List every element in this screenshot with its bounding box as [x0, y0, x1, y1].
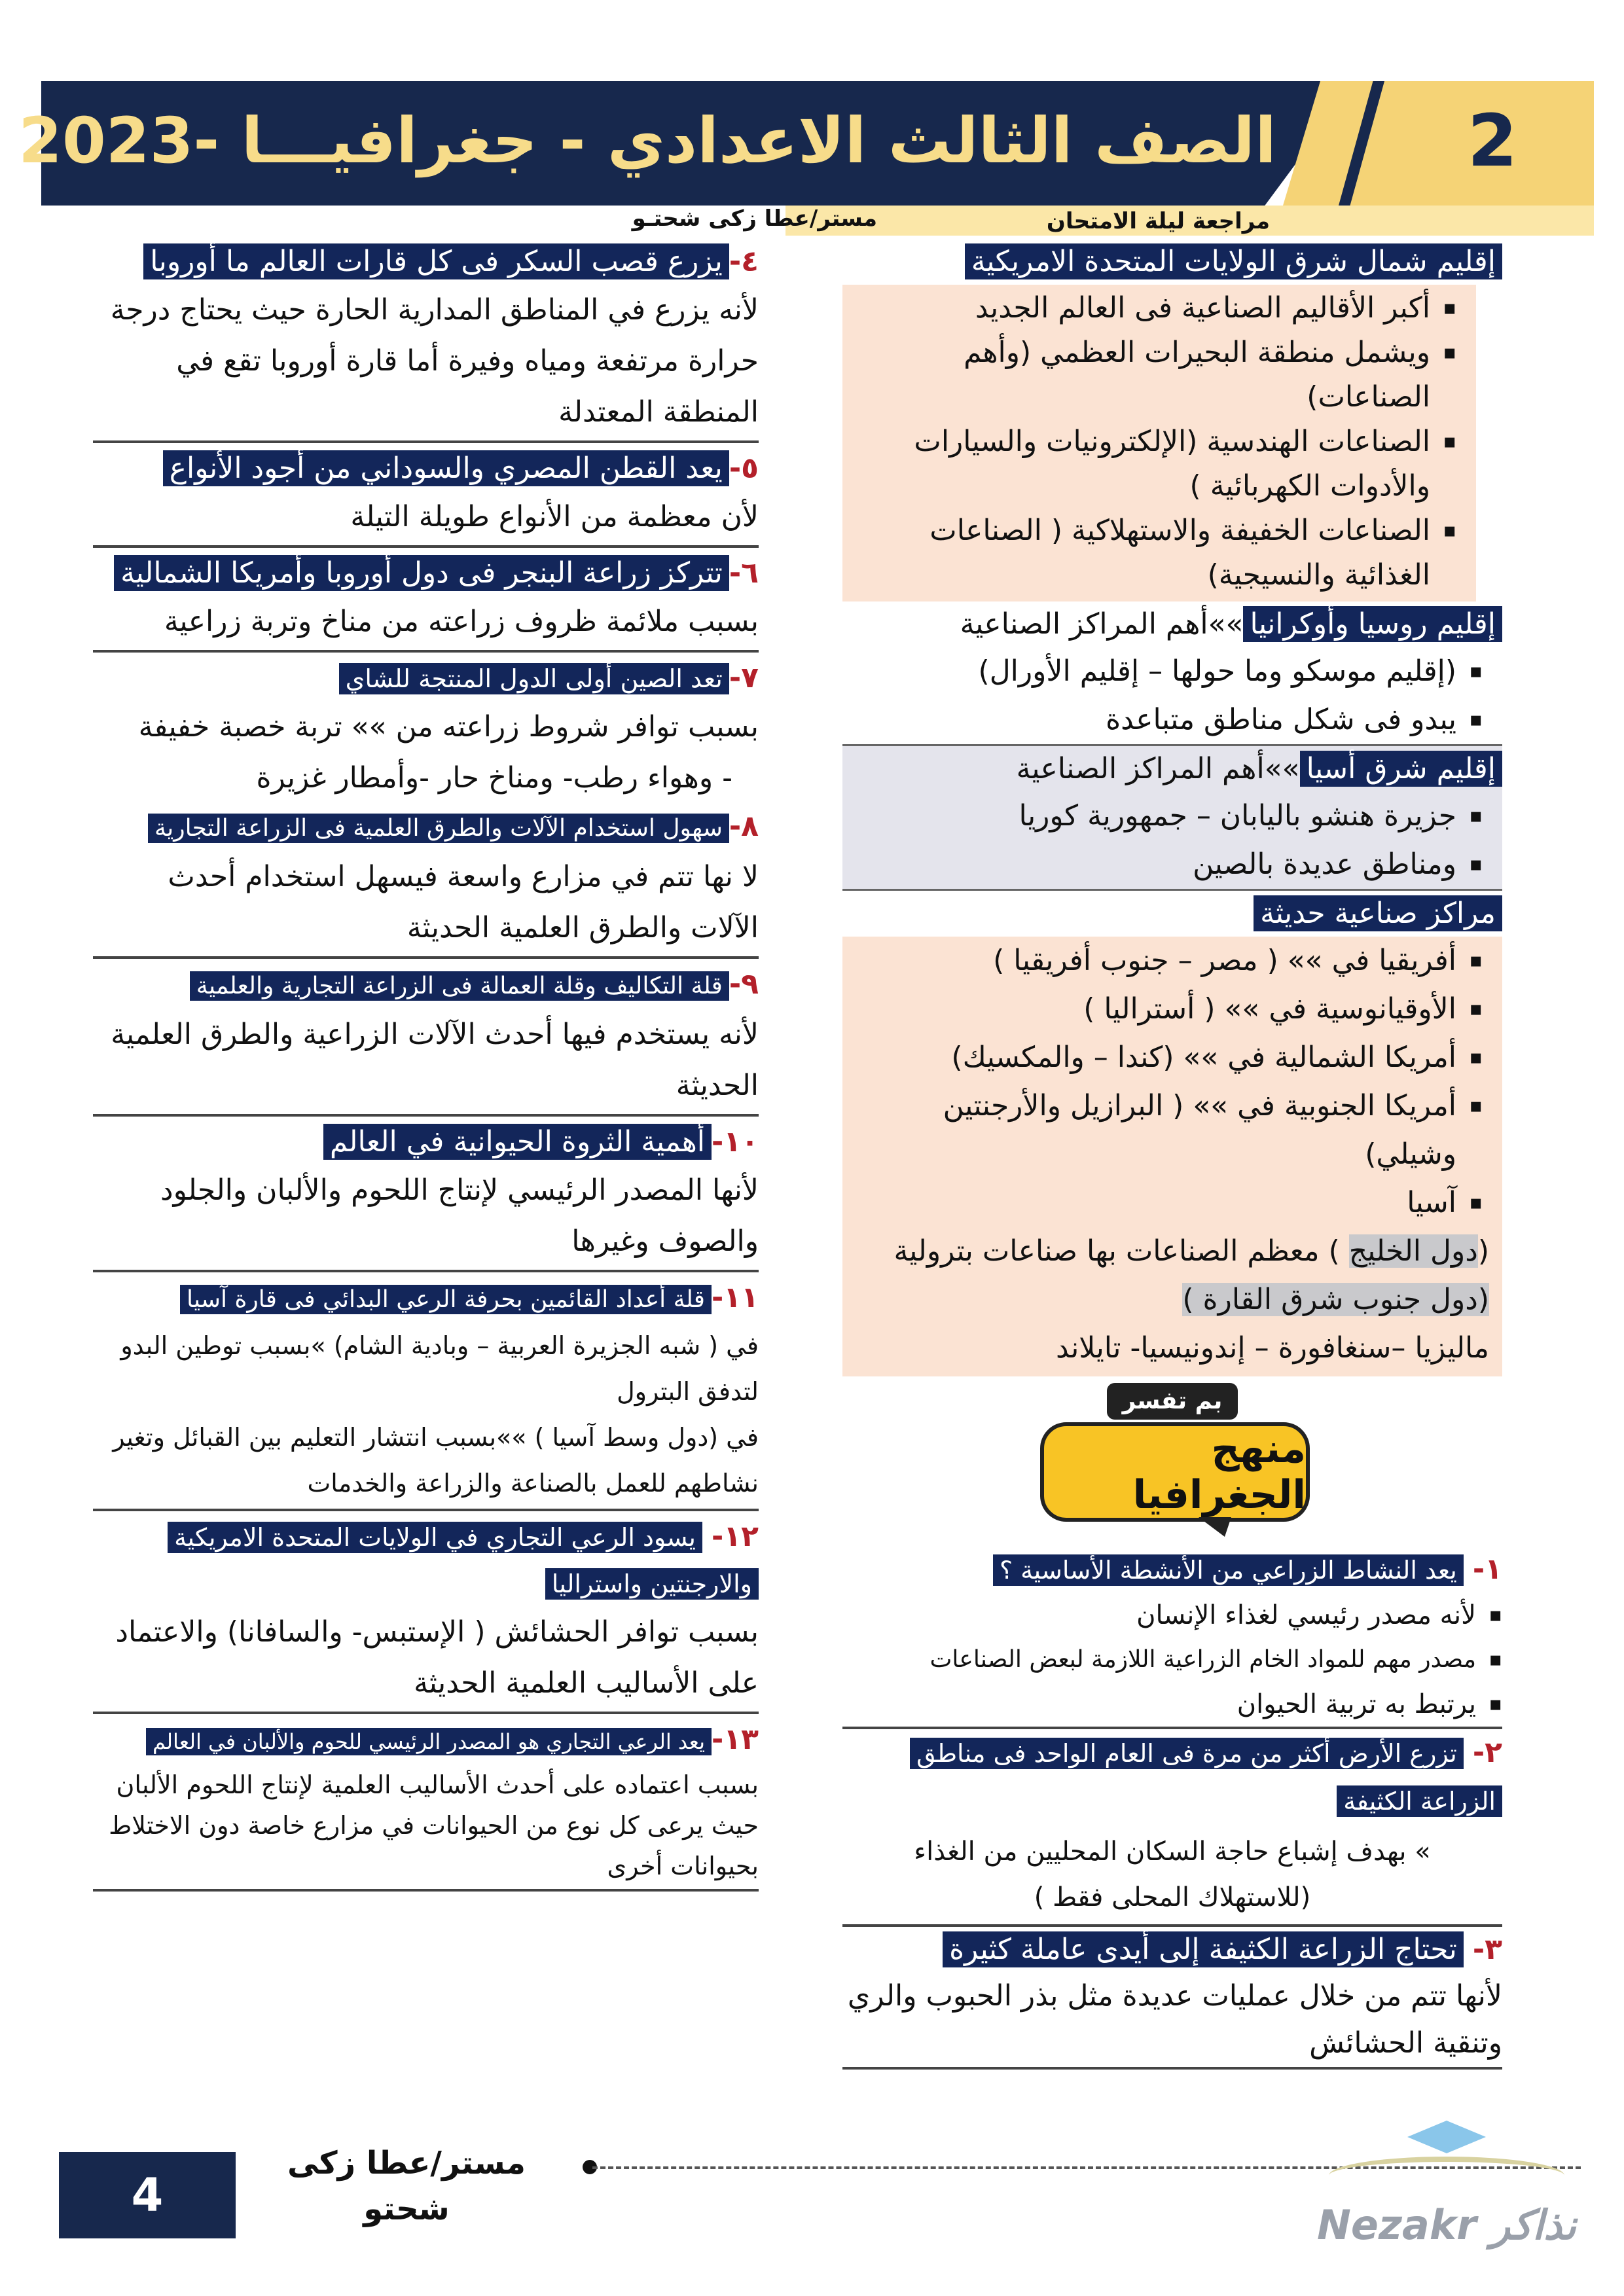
question-heading: تزرع الأرض أكثر من مرة فى العام الواحد فى مناطق الزراعة الكثيفة: [910, 1738, 1502, 1817]
list-item: ▪ الصناعات الهندسية (الإلكترونيات والسيارات والأدوات الكهربائية ): [842, 420, 1456, 509]
badge-title: منهج الجغرافيا: [1040, 1422, 1310, 1522]
list-item: ▪ يبدو فى شكل مناطق متباعدة: [842, 696, 1483, 744]
section-new-industrial-centers: [842, 891, 1502, 1376]
question-5: [93, 446, 759, 548]
answer-text: لأنها تتم من خلال عمليات عديدة مثل بذر الحبوب والري وتنقية الحشائش: [847, 1979, 1502, 2060]
right-column: [842, 239, 1502, 2070]
question-heading: يعد النشاط الزراعي من الأنشطة الأساسية ؟: [993, 1554, 1464, 1586]
question-number: ١٢-: [712, 1520, 759, 1553]
header-number-band: [1283, 81, 1594, 206]
logo-text: Nezakr نذاكر: [1316, 2201, 1577, 2249]
graduation-cap-icon: [1407, 2121, 1486, 2153]
why-explain-badge: [1035, 1383, 1310, 1540]
list-item: ▪ جزيرة هنشو باليابان – جمهورية كوريا: [842, 792, 1483, 840]
list-item: ▪ يرتبط به تربية الحيوان: [842, 1682, 1502, 1727]
list-item: ▪ الصناعات الخفيفة والاستهلاكية ( الصناعات الغذائية والنسيجية): [842, 509, 1456, 598]
divider: [93, 440, 759, 443]
question-11: [93, 1275, 759, 1511]
section-northeast-usa: [842, 239, 1502, 601]
paren: (: [1477, 1234, 1489, 1268]
answer-text: بسبب ملائمة ظروف زراعته من مناخ وتربة زراعية: [164, 605, 759, 638]
question-heading: تتركز زراعة البنجر فى دول أوروبا وأمريكا الشمالية: [114, 555, 729, 591]
page-number: 4: [59, 2152, 236, 2238]
answer-text: لأن معظمة من الأنواع طويلة التيلة: [350, 500, 759, 533]
section-east-asia: [842, 744, 1502, 891]
question-9: [93, 961, 759, 1117]
question-number: ٤-: [729, 245, 759, 278]
question-number: ١-: [1472, 1552, 1502, 1586]
bullet-list: [842, 792, 1502, 889]
gulf-text: ) معظم الصناعات بها صناعات بترولية: [893, 1234, 1349, 1268]
question-12: [93, 1514, 759, 1714]
question-heading: يعد القطن المصري والسوداني من أجود الأنواع: [163, 450, 729, 486]
answer-text: لأنها المصدر الرئيسي لإنتاج اللحوم والألبان والجلود والصوف وغيرها: [160, 1174, 759, 1258]
divider: [842, 2067, 1502, 2070]
answer-text: في (دول وسط آسيا ) »»بسبب انتشار التعليم بين القبائل وتغير نشاطهم للعمل بالصناعة والزراعة والخدمات: [113, 1423, 759, 1498]
list-item: ▪ مصدر مهم للمواد الخام الزراعية اللازمة لبعض الصناعات: [842, 1638, 1502, 1682]
list-item: ▪ الأوقيانوسية في »» ( أستراليا ): [842, 985, 1483, 1033]
question-heading: يسود الرعي التجاري في الولايات المتحدة الامريكية والارجنتين واستراليا: [168, 1522, 759, 1600]
answer-text: » بهدف إشباع حاجة السكان المحليين من الغذاء (للاستهلاك المحلى فقط ): [914, 1837, 1431, 1912]
answer-text: لا نها تتم في مزارع واسعة فيسهل استخدام أحدث الآلات والطرق العلمية الحديثة: [168, 860, 759, 944]
answer-text: بسبب توافر الحشائش ( الإستبس- والسافانا) والاعتماد على الأساليب العلمية الحديثة: [115, 1615, 759, 1700]
section-heading: إقليم شمال شرق الولايات المتحدة الامريكية: [965, 243, 1502, 279]
question-number: ١٠-: [712, 1125, 759, 1158]
answer-text: بسبب اعتماده على أحدث الأساليب العلمية لإنتاج اللحوم الألبان حيث يرعى كل نوع من الحيوانات في مزارع خاصة دون الاختلاط بحيوانات أخرى: [109, 1770, 759, 1880]
question-13: [93, 1717, 759, 1892]
list-item: ▪ (إقليم موسكو وما حولها – إقليم الأورال): [842, 647, 1483, 696]
section-heading-suffix: »»أهم المراكز الصناعية: [960, 607, 1244, 641]
answer-text: - وهواء رطب- ومناخ حار -وأمطار غزيرة: [256, 761, 732, 795]
southeast-countries: ماليزيا –سنغافورة – إندونيسيا- تايلاند: [1055, 1331, 1489, 1365]
divider: [93, 1712, 759, 1714]
southeast-highlight: (دول جنوب شرق القارة ): [1182, 1283, 1489, 1316]
gulf-highlight: دول الخليج: [1348, 1234, 1478, 1268]
question-heading: أهمية الثروة الحيوانية في العالم: [323, 1124, 712, 1160]
divider: [93, 956, 759, 959]
bullet-list: [842, 647, 1502, 744]
question-3: [842, 1927, 1502, 2070]
centers-box: [842, 937, 1502, 1376]
question-number: ٨-: [729, 810, 759, 843]
left-column: [93, 239, 759, 1894]
list-item: ▪ أكبر الأقاليم الصناعية فى العالم الجديد: [842, 286, 1456, 331]
section-heading: مراكز صناعية حديثة: [1254, 895, 1502, 931]
question-number: ١٣-: [712, 1723, 759, 1756]
question-heading: يعد الرعي التجاري هو المصدر الرئيسي للحوم والألبان في العالم: [146, 1728, 712, 1755]
badge-tag: بم تفسر: [1107, 1383, 1238, 1420]
question-heading: يزرع قصب السكر فى كل قارات العالم ما أوروبا: [143, 243, 729, 279]
section-russia-ukraine: [842, 601, 1502, 744]
bullet-list: [842, 1593, 1502, 1727]
divider: [93, 1270, 759, 1272]
question-number: ١١-: [712, 1281, 759, 1314]
question-number: ٣-: [1472, 1933, 1502, 1966]
question-heading: تعد الصين أولى الدول المنتجة للشاي: [339, 663, 729, 694]
question-1: [842, 1547, 1502, 1729]
divider: [93, 1889, 759, 1892]
list-item: ▪ أمريكا الشمالية في »» (كندا – والمكسيك): [842, 1033, 1483, 1082]
question-heading: قلة التكاليف وقلة العمالة فى الزراعة التجارية والعلمية: [190, 971, 729, 1001]
answer-text: لأنه يستخدم فيها أحدث الآلات الزراعية والطرق العلمية الحديثة: [111, 1018, 759, 1102]
answer-text: بسبب توافر شروط زراعته من »» تربة خصبة خفيفة: [138, 710, 759, 744]
list-item: ▪ أفريقيا في »» ( مصر – جنوب أفريقيا ): [842, 937, 1483, 985]
nezakr-logo: [1309, 2121, 1584, 2251]
bullet-list: [842, 285, 1476, 601]
page-title: الصف الثالث الاعدادي - جغرافيـــا -2023: [18, 104, 1276, 177]
teacher-name: مستر/عطا زكى شحتـو: [632, 206, 877, 232]
question-8: [93, 804, 759, 959]
badge-tail: [1199, 1517, 1231, 1537]
question-number: ٥-: [729, 452, 759, 485]
question-number: ٢-: [1472, 1736, 1502, 1769]
question-number: ٦-: [729, 556, 759, 590]
list-item: ▪ ومناطق عديدة بالصين: [842, 840, 1483, 889]
bullet-list: [842, 937, 1502, 1227]
question-2: [842, 1729, 1502, 1927]
list-item: ▪ ويشمل منطقة البحيرات العظمي (وأهم الصناعات): [842, 331, 1456, 420]
question-6: [93, 550, 759, 653]
divider: [93, 1114, 759, 1117]
question-7: [93, 655, 759, 804]
list-item: ▪ لأنه مصدر رئيسي لغذاء الإنسان: [842, 1593, 1502, 1638]
section-heading: إقليم روسيا وأوكرانيا: [1243, 606, 1502, 642]
footer-teacher-name: مستر/عطا زكى شحتو: [287, 2145, 526, 2227]
answer-text: في ( شبه الجزيرة العربية – وبادية الشام) »بسبب توطين البدو لتدفق البترول: [120, 1331, 759, 1406]
question-10: [93, 1119, 759, 1272]
question-heading: تحتاج الزراعة الكثيفة إلى أيدى عاملة كثيرة: [943, 1931, 1464, 1967]
divider: [93, 545, 759, 548]
list-item: ▪ آسيا: [842, 1179, 1483, 1227]
section-heading-suffix: »»أهم المراكز الصناعية: [1016, 752, 1300, 785]
divider: [93, 650, 759, 653]
question-number: ٧-: [729, 661, 759, 694]
section-heading: إقليم شرق أسيا: [1300, 751, 1502, 787]
question-heading: قلة أعداد القائمين بحرفة الرعي البدائي فى قارة آسيا: [180, 1285, 712, 1314]
gulf-line: [842, 1227, 1502, 1276]
book-icon: [1329, 2157, 1564, 2195]
review-label: مراجعة ليلة الامتحان: [1046, 208, 1270, 234]
answer-text: لأنه يزرع في المناطق المدارية الحارة حيث يحتاج درجة حرارة مرتفعة ومياه وفيرة أما قارة أوروبا تقع في المنطقة المعتدلة: [110, 293, 759, 429]
question-heading: سهول استخدام الآلات والطرق العلمية فى الزراعة التجارية: [148, 814, 729, 843]
question-number: ٩-: [729, 967, 759, 1001]
question-4: [93, 239, 759, 443]
divider: [93, 1509, 759, 1511]
list-item: ▪ أمريكا الجنوبية في »» ( البرازيل والأرجنتين وشيلي): [842, 1082, 1483, 1179]
chapter-number: 2: [1467, 99, 1518, 183]
